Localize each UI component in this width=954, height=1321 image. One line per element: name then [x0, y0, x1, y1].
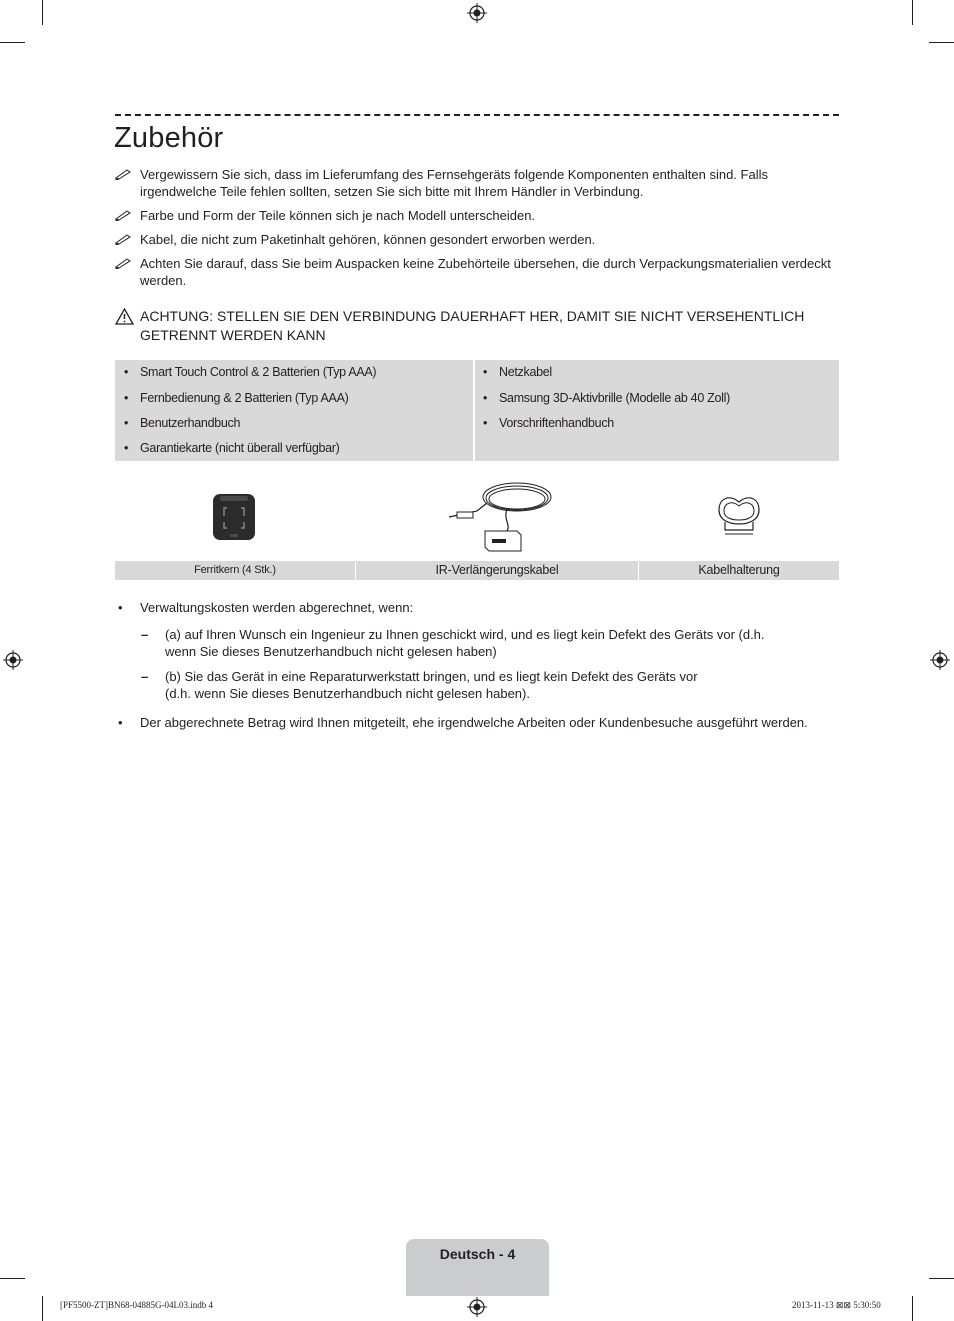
caption-ferrite-core: Ferritkern (4 Stk.): [115, 561, 355, 580]
accessory-item: [483, 416, 614, 430]
crop-mark: [0, 42, 25, 43]
caption-ir-cable: IR-Verlängerungskabel: [356, 561, 638, 580]
note-text: Farbe und Form der Teile können sich je nach Modell unterscheiden.: [140, 208, 536, 223]
dash-icon: –: [141, 669, 149, 684]
accessory-label: Fernbedienung & 2 Batterien (Typ AAA): [140, 391, 349, 405]
registration-mark-icon: [3, 650, 23, 670]
bullet-icon: •: [483, 416, 488, 430]
print-slug-file: [PF5500-ZT]BN68-04885G-04L03.indb 4: [60, 1300, 213, 1310]
page-title: Zubehör: [114, 122, 224, 154]
caption-cable-holder: Kabelhalterung: [639, 561, 839, 580]
accessory-images-row: [115, 470, 839, 560]
accessory-label: Vorschriftenhandbuch: [499, 416, 614, 430]
note-item: [115, 255, 839, 289]
accessory-label: Smart Touch Control & 2 Batterien (Typ AAA): [140, 365, 377, 379]
accessory-label: Benutzerhandbuch: [140, 416, 241, 430]
note-text: Achten Sie darauf, dass Sie beim Auspacken keine Zubehörteile übersehen, die durch Verpackungsmaterialien verdeckt werden.: [140, 256, 831, 288]
crop-mark: [42, 1296, 43, 1321]
note-pencil-icon: [115, 209, 133, 221]
ferrite-core-icon: [210, 492, 258, 542]
accessory-label: Netzkabel: [499, 365, 552, 379]
admin-case-a: (a) auf Ihren Wunsch ein Ingenieur zu Ihnen geschickt wird, und es liegt kein Defekt des Geräts vor (d.h. wenn Sie dieses Benutzerhandbuch nicht gelesen haben): [165, 627, 765, 659]
note-pencil-icon: [115, 168, 133, 180]
accessories-column-right: [475, 360, 839, 461]
title-dashed-rule: [115, 114, 839, 116]
notes-list: [115, 166, 839, 296]
list-item: [115, 714, 845, 731]
accessories-table: [115, 360, 839, 461]
accessory-item: [483, 391, 730, 405]
print-slug-date: 2013-11-13 ⊠⊠ 5:30:50: [792, 1300, 881, 1310]
cable-holder-image: [638, 470, 839, 560]
crop-mark: [912, 1296, 913, 1321]
crop-mark: [912, 0, 913, 25]
crop-mark: [0, 1278, 25, 1279]
admin-costs-section: [115, 599, 845, 741]
caution-text: ACHTUNG: STELLEN SIE DEN VERBINDUNG DAUERHAFT HER, DAMIT SIE NICHT VERSEHENTLICH GETRENNT WERDEN KANN: [140, 308, 805, 343]
page-number-label: Deutsch - 4: [439, 1246, 516, 1262]
accessory-label: Garantiekarte (nicht überall verfügbar): [140, 441, 340, 455]
note-text: Vergewissern Sie sich, dass im Lieferumfang des Fernsehgeräts folgende Komponenten enthalten sind. Falls irgendwelche Teile fehlen sollten, setzen Sie sich bitte mit Ihrem Händler in Verbindung.: [140, 167, 768, 199]
note-item: [115, 166, 839, 200]
admin-case-b: (b) Sie das Gerät in eine Reparaturwerkstatt bringen, und es liegt kein Defekt des Geräts vor (d.h. wenn Sie dieses Benutzerhandbuch nicht gelesen haben).: [165, 669, 698, 701]
bullet-icon: •: [124, 416, 129, 430]
dash-icon: –: [141, 627, 149, 642]
registration-mark-icon: [467, 3, 487, 23]
note-pencil-icon: [115, 257, 133, 269]
registration-mark-icon: [930, 650, 950, 670]
sub-list-item: [115, 626, 845, 660]
ferrite-core-image: [115, 470, 355, 560]
note-pencil-icon: [115, 233, 133, 245]
crop-mark: [929, 42, 954, 43]
accessories-column-left: [115, 360, 473, 461]
accessory-item: [124, 441, 340, 455]
note-item: [115, 231, 839, 248]
list-item: [115, 599, 845, 616]
note-item: [115, 207, 839, 224]
note-text: Kabel, die nicht zum Paketinhalt gehören, können gesondert erworben werden.: [140, 232, 596, 247]
accessory-label: Samsung 3D-Aktivbrille (Modelle ab 40 Zoll): [499, 391, 730, 405]
admin-intro: Verwaltungskosten werden abgerechnet, wenn:: [140, 600, 414, 615]
crop-mark: [42, 0, 43, 25]
bullet-icon: •: [124, 441, 129, 455]
bullet-icon: •: [483, 391, 488, 405]
warning-triangle-icon: [115, 308, 134, 325]
accessory-item: [124, 416, 241, 430]
bullet-icon: •: [118, 600, 123, 615]
accessory-item: [483, 365, 552, 379]
sub-list-item: [115, 668, 845, 702]
bullet-icon: •: [483, 365, 488, 379]
crop-mark: [929, 1278, 954, 1279]
ir-extension-cable-icon: [447, 475, 555, 560]
cable-holder-icon: [716, 494, 762, 538]
bullet-icon: •: [124, 391, 129, 405]
ir-cable-image: [355, 470, 638, 560]
accessory-item: [124, 391, 349, 405]
bullet-icon: •: [124, 365, 129, 379]
admin-note: Der abgerechnete Betrag wird Ihnen mitgeteilt, ehe irgendwelche Arbeiten oder Kundenbesuche ausgeführt werden.: [140, 715, 808, 730]
accessory-captions-row: [115, 561, 839, 580]
accessory-item: [124, 365, 377, 379]
caution-notice: [115, 307, 839, 345]
registration-mark-icon: [467, 1297, 487, 1317]
bullet-icon: •: [118, 715, 123, 730]
